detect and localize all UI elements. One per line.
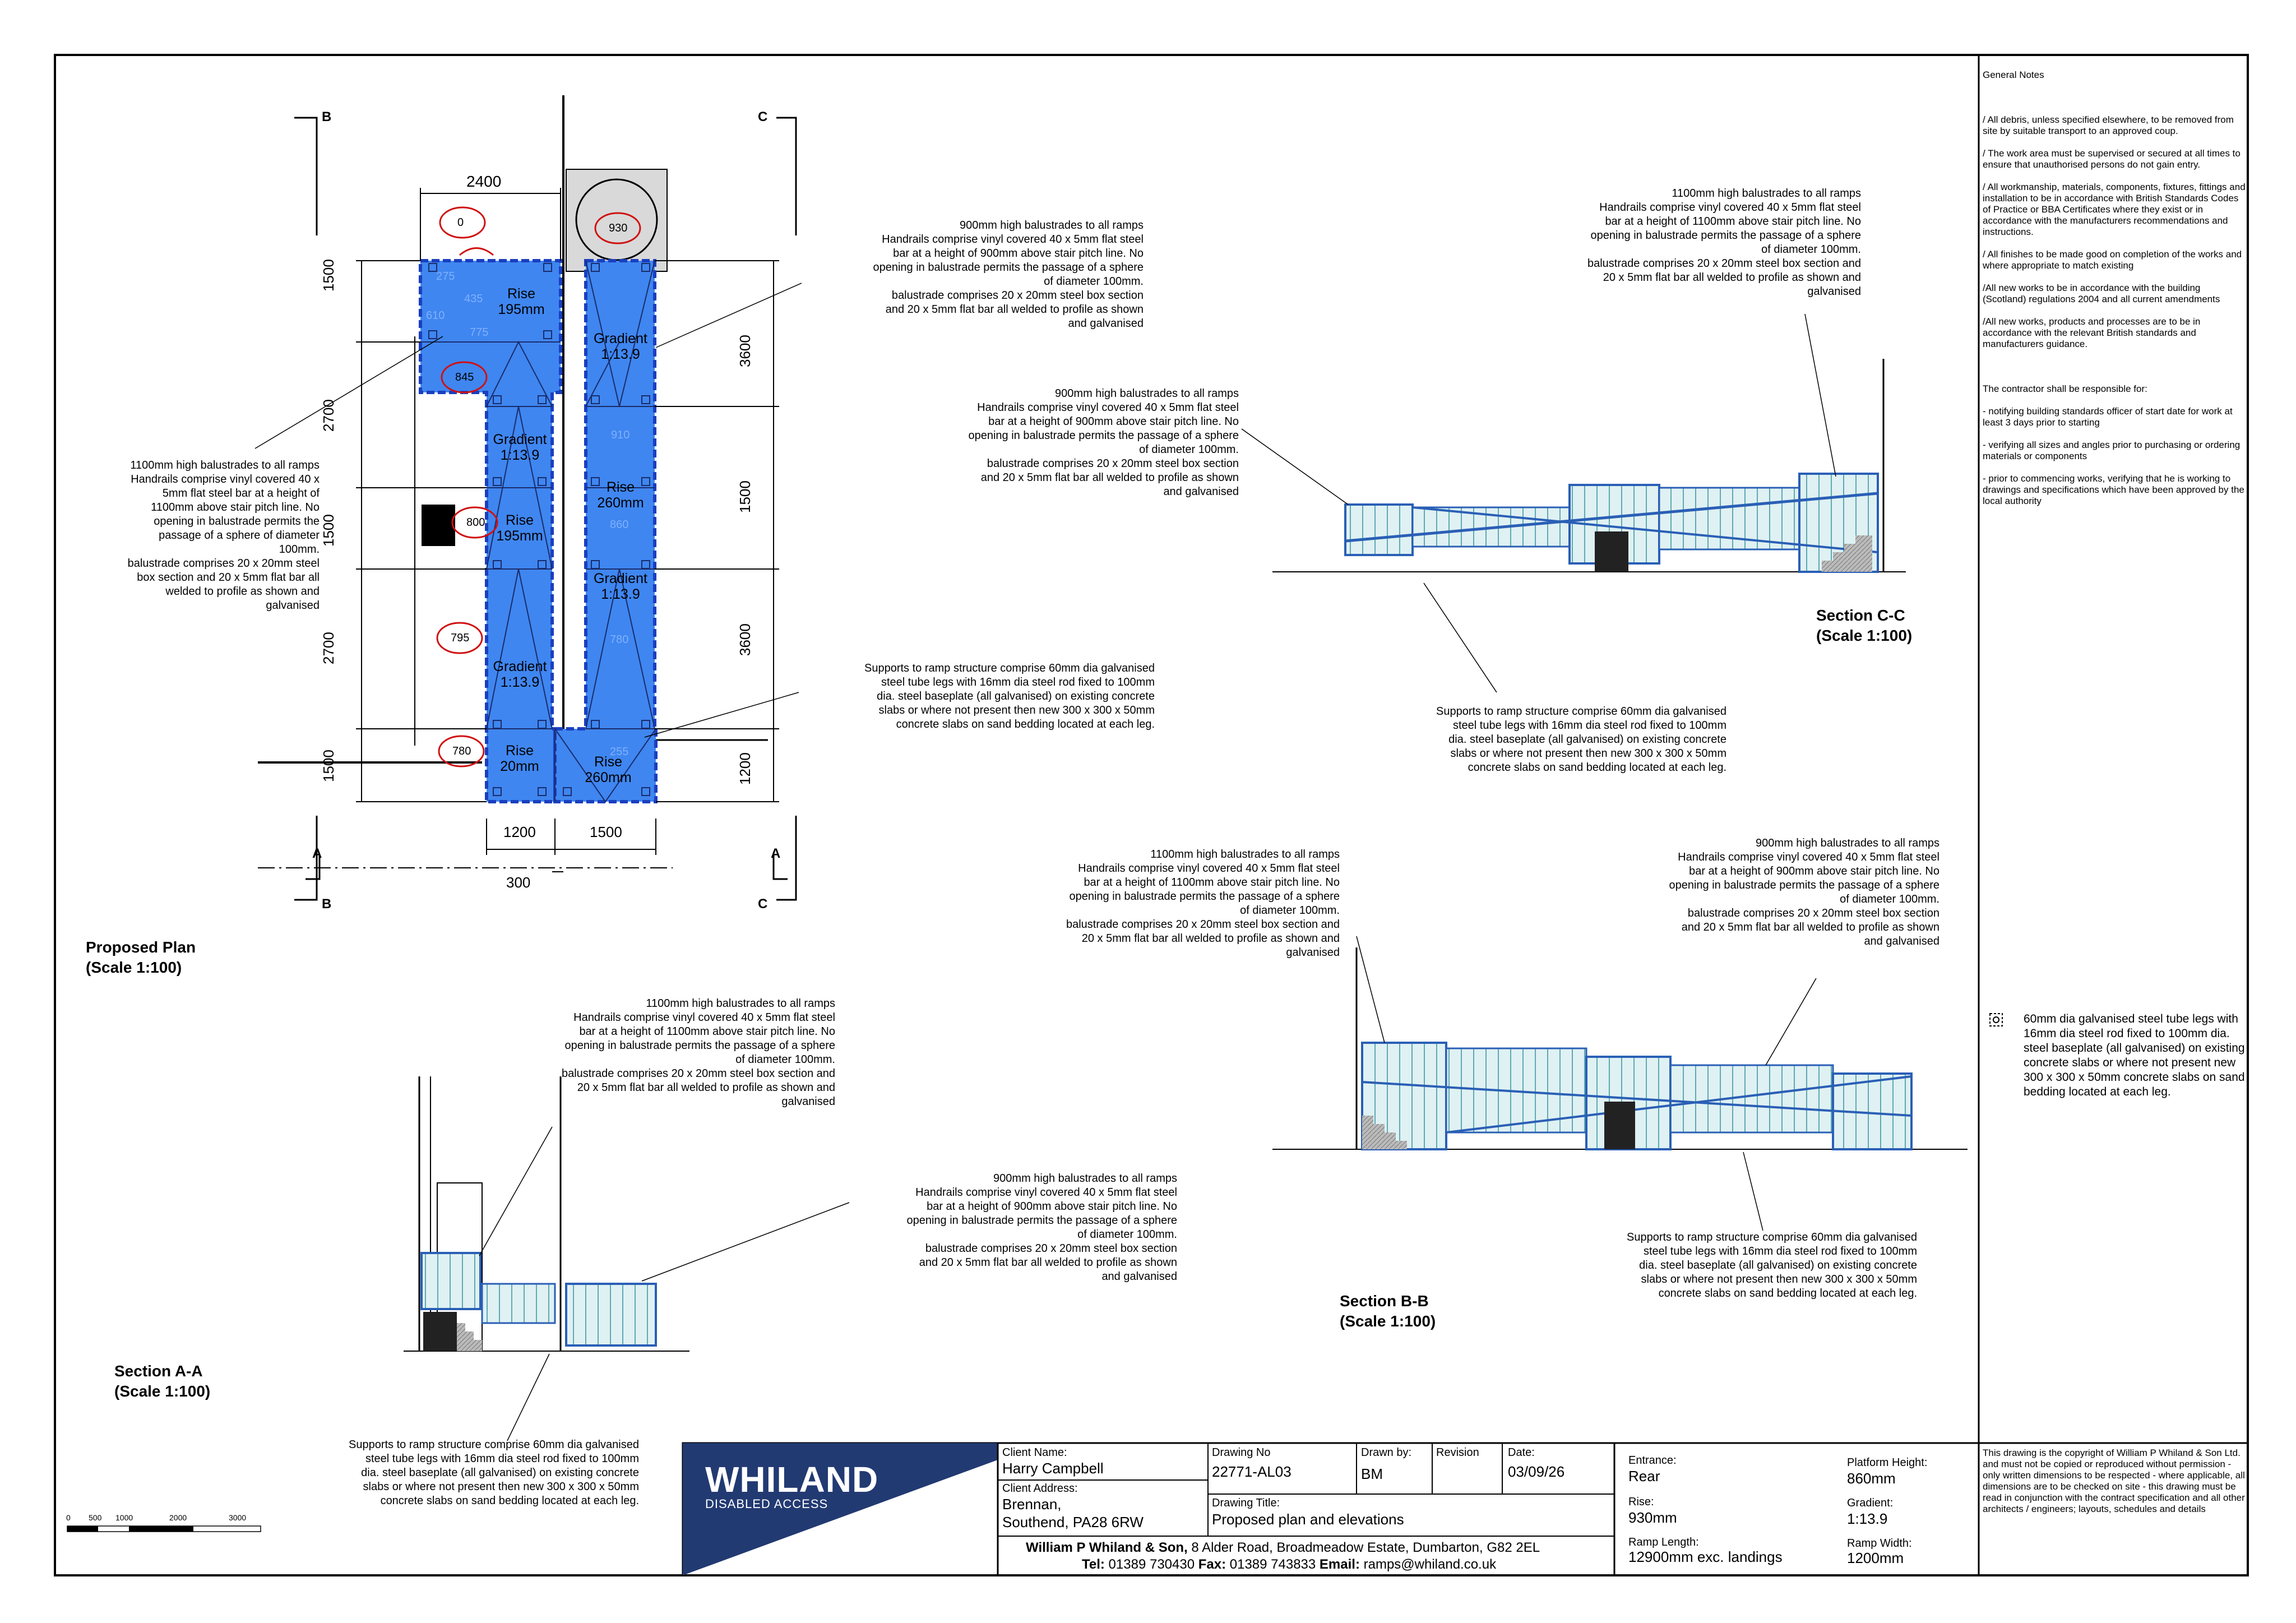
gradient-label: Gradient: [1847, 1497, 1894, 1509]
proposed-plan [258, 95, 796, 900]
dim-2700-a: 2700 [320, 399, 337, 432]
general-notes-heading: General Notes [1983, 70, 2044, 80]
label-gradient-left-1: Gradient 1:13.9 [493, 432, 547, 463]
dim-1200-h: 1200 [503, 824, 536, 840]
plan-title: Proposed Plan (Scale 1:100) [86, 938, 196, 976]
faint-level: 860 [610, 519, 629, 531]
legend-support-leg: 60mm dia galvanised steel tube legs with 16mm dia steel rod fixed to 100mm dia. steel baseplate (all galvanised) on existing concrete slabs or where not present new 300 x 300 x 50mm concrete slabs on sand bedding located at each leg. [2024, 1012, 2245, 1098]
whiland-logo: WHILAND DISABLED ACCESS [705, 1459, 879, 1511]
client-address-label: Client Address: [1002, 1482, 1078, 1495]
scale-tick: 1000 [115, 1513, 133, 1522]
level-795: 795 [451, 632, 470, 644]
label-rise-195-mid: Rise 195mm [496, 512, 543, 544]
dim-1500-d: 1500 [737, 480, 753, 513]
note-balustrade-1100-bb: 1100mm high balustrades to all ramps Handrails comprise vinyl covered 40 x 5mm flat steel bar at a height of 1100mm above stair pitch line. No opening in balustrade permits the passage of a sphere of diameter 100mm. balustrade comprises 20 x 20mm steel box section and 20 x 5mm flat bar all welded to profile as shown and galvanised [1066, 848, 1340, 959]
scale-tick: 3000 [229, 1513, 247, 1522]
note-balustrade-1100-plan: 1100mm high balustrades to all ramps Handrails comprise vinyl covered 40 x 5mm flat steel bar at a height of 1100mm above stair pitch line. No opening in balustrade permits the passage of a sphere of diameter 100mm. balustrade comprises 20 x 20mm steel box section and 20 x 5mm flat bar all welded to profile as shown and galvanised [127, 459, 320, 612]
company-contacts: Tel: 01389 730430 Fax: 01389 743833 Email: ramps@whiland.co.uk [1082, 1557, 1497, 1572]
level-800: 800 [466, 516, 485, 529]
note-supports-aa: Supports to ramp structure comprise 60mm dia galvanised steel tube legs with 16mm dia steel rod fixed to 100mm dia. steel baseplate (all galvanised) on existing concrete slabs or where not present then new 300 x 300 x 50mm concrete slabs on sand bedding located at each leg. [348, 1439, 639, 1507]
dim-1500-a: 1500 [320, 259, 337, 292]
client-address-line-1: Brennan, [1002, 1496, 1062, 1513]
contractor-heading: The contractor shall be responsible for: [1983, 383, 2147, 394]
date-label: Date: [1508, 1446, 1535, 1459]
drawing-no-label: Drawing No [1212, 1446, 1271, 1459]
client-name-label: Client Name: [1002, 1446, 1067, 1459]
general-note-item: / All finishes to be made good on completion of the works and where appropriate to match existing [1983, 249, 2242, 271]
dim-300: 300 [506, 874, 531, 891]
general-note-item: / All debris, unless specified elsewhere, to be removed from site by suitable transport to an approved coup. [1983, 114, 2234, 136]
entrance: Rear [1628, 1468, 1660, 1485]
dim-2400: 2400 [466, 173, 502, 190]
rise: 930mm [1628, 1509, 1677, 1526]
level-930: 930 [609, 222, 628, 234]
general-note-item: / The work area must be supervised or secured at all times to ensure that unauthorised persons do not gain entry. [1983, 148, 2241, 170]
section-bb [1272, 947, 1968, 1149]
faint-level: 275 [436, 270, 455, 283]
section-aa-title: Section A-A (Scale 1:100) [114, 1362, 211, 1400]
sheet-border [55, 55, 2248, 1575]
revision-label: Revision [1436, 1446, 1479, 1459]
section-aa [404, 1076, 689, 1351]
dim-1500-b: 1500 [320, 514, 337, 547]
contractor-item: - notifying building standards officer of start date for work at least 3 days prior to starting [1983, 406, 2233, 428]
note-balustrade-900-bb: 900mm high balustrades to all ramps Handrails comprise vinyl covered 40 x 5mm flat steel bar at a height of 900mm above stair pitch line. No opening in balustrade permits the passage of a sphere of diameter 100mm. balustrade comprises 20 x 20mm steel box section and 20 x 5mm flat bar all welded to profile as shown and galvanised [1669, 837, 1939, 947]
section-marker-a-right: A [771, 846, 781, 861]
level-845: 845 [455, 371, 474, 383]
note-balustrade-1100-aa: 1100mm high balustrades to all ramps Handrails comprise vinyl covered 40 x 5mm flat steel bar at a height of 1100mm above stair pitch line. No opening in balustrade permits the passage of a sphere of diameter 100mm. balustrade comprises 20 x 20mm steel box section and 20 x 5mm flat bar all welded to profile as shown and galvanised [561, 997, 835, 1108]
platform-height: 860mm [1847, 1470, 1896, 1487]
note-supports-bb: Supports to ramp structure comprise 60mm dia galvanised steel tube legs with 16mm dia steel rod fixed to 100mm dia. steel baseplate (all galvanised) on existing concrete slabs or where not present then new 300 x 300 x 50mm concrete slabs on sand bedding located at each leg. [1626, 1231, 1917, 1300]
general-notes [1983, 58, 2246, 518]
general-note-item: /All new works to be in accordance with the building (Scotland) regulations 2004 and all current amendments [1983, 283, 2220, 304]
company-address: William P Whiland & Son, 8 Alder Road, Broadmeadow Estate, Dumbarton, G82 2EL [1026, 1540, 1540, 1555]
dim-3600-a: 3600 [737, 335, 753, 367]
section-marker-a-left: A [312, 846, 322, 861]
section-bb-title: Section B-B (Scale 1:100) [1340, 1292, 1436, 1330]
rise-label: Rise: [1628, 1496, 1654, 1508]
dim-3600-b: 3600 [737, 623, 753, 656]
drawing-title-label: Drawing Title: [1212, 1497, 1280, 1509]
client-address-line-2: Southend, PA28 6RW [1002, 1514, 1144, 1530]
faint-level: 780 [610, 634, 629, 646]
faint-level: 610 [426, 309, 445, 322]
note-balustrade-900-plan: 900mm high balustrades to all ramps Handrails comprise vinyl covered 40 x 5mm flat steel bar at a height of 900mm above stair pitch line. No opening in balustrade permits the passage of a sphere of diameter 100mm. balustrade comprises 20 x 20mm steel box section and 20 x 5mm flat bar all welded to profile as shown and galvanised [873, 219, 1144, 330]
dim-1500-c: 1500 [320, 750, 337, 782]
label-rise-195-top: Rise 195mm [498, 286, 545, 317]
general-note-item: / All workmanship, materials, components, fixtures, fittings and installation to be in accordance with British Standards Codes of Practice or BBA Certificates where they exist or in accordance with the manufacturers recommendations and instructions. [1983, 182, 2246, 237]
ramp-length-label: Ramp Length: [1628, 1536, 1699, 1548]
scale-tick: 2000 [169, 1513, 187, 1522]
label-rise-260-mid: Rise 260mm [597, 479, 644, 511]
door-block [422, 505, 455, 546]
section-marker-b-bottom: B [322, 896, 332, 912]
section-marker-b-top: B [322, 109, 332, 124]
scale-tick: 500 [89, 1513, 102, 1522]
drawn-by-label: Drawn by: [1361, 1446, 1412, 1459]
label-rise-260-bottom: Rise 260mm [585, 754, 632, 785]
contractor-item: - prior to commencing works, verifying that he is working to drawings and specifications which have been approved by the local authority [1983, 473, 2244, 506]
scale-bar [67, 1526, 261, 1532]
section-marker-c-top: C [758, 109, 768, 124]
faint-level: 255 [610, 746, 629, 758]
drawing-no: 22771-AL03 [1212, 1463, 1292, 1480]
ramp-length: 12900mm exc. landings [1628, 1548, 1783, 1565]
platform-height-label: Platform Height: [1847, 1456, 1928, 1469]
faint-level: 910 [611, 429, 630, 441]
ramp-width: 1200mm [1847, 1550, 1904, 1566]
scale-tick: 0 [66, 1513, 71, 1522]
section-cc [1272, 359, 1906, 572]
client-name: Harry Campbell [1002, 1460, 1104, 1477]
note-balustrade-900-cc: 900mm high balustrades to all ramps Handrails comprise vinyl covered 40 x 5mm flat steel bar at a height of 900mm above stair pitch line. No opening in balustrade permits the passage of a sphere of diameter 100mm. balustrade comprises 20 x 20mm steel box section and 20 x 5mm flat bar all welded to profile as shown and galvanised [968, 387, 1239, 498]
level-0: 0 [457, 216, 464, 229]
entrance-label: Entrance: [1628, 1454, 1677, 1467]
section-marker-c-bottom: C [758, 896, 768, 912]
gradient: 1:13.9 [1847, 1510, 1888, 1527]
dim-1200-v: 1200 [737, 752, 753, 785]
section-cc-title: Section C-C (Scale 1:100) [1816, 607, 1913, 644]
copyright-notice: This drawing is the copyright of William P Whiland & Son Ltd. and must not be copied or reproduced without permission - only written dimensions to be respected - where applicable, all dimensions are to be checked on site - this drawing must be read in conjunction with the contract specification and all other architects / engineers; layouts, schedules and details [1983, 1448, 2245, 1514]
label-gradient-right-2: Gradient 1:13.9 [594, 571, 647, 602]
faint-level: 775 [470, 326, 489, 339]
ramp-width-label: Ramp Width: [1847, 1537, 1912, 1550]
date: 03/09/26 [1508, 1463, 1565, 1480]
faint-level: 435 [464, 293, 483, 305]
note-supports-cc: Supports to ramp structure comprise 60mm dia galvanised steel tube legs with 16mm dia steel rod fixed to 100mm dia. steel baseplate (all galvanised) on existing concrete slabs or where not present then new 300 x 300 x 50mm concrete slabs on sand bedding located at each leg. [1436, 705, 1726, 774]
dim-2700-b: 2700 [320, 632, 337, 664]
note-balustrade-1100-cc: 1100mm high balustrades to all ramps Handrails comprise vinyl covered 40 x 5mm flat steel bar at a height of 1100mm above stair pitch line. No opening in balustrade permits the passage of a sphere of diameter 100mm. balustrade comprises 20 x 20mm steel box section and 20 x 5mm flat bar all welded to profile as shown and galvanised [1587, 187, 1861, 298]
note-supports-plan: Supports to ramp structure comprise 60mm dia galvanised steel tube legs with 16mm dia steel rod fixed to 100mm dia. steel baseplate (all galvanised) on existing concrete slabs or where not present then new 300 x 300 x 50mm concrete slabs on sand bedding located at each leg. [864, 662, 1155, 730]
label-gradient-left-2: Gradient 1:13.9 [493, 659, 547, 690]
contractor-item: - verifying all sizes and angles prior to purchasing or ordering materials or components [1983, 440, 2241, 461]
drawn-by: BM [1361, 1465, 1383, 1482]
note-balustrade-900-aa: 900mm high balustrades to all ramps Handrails comprise vinyl covered 40 x 5mm flat steel bar at a height of 900mm above stair pitch line. No opening in balustrade permits the passage of a sphere of diameter 100mm. balustrade comprises 20 x 20mm steel box section and 20 x 5mm flat bar all welded to profile as shown and galvanised [906, 1172, 1177, 1283]
label-gradient-right-1: Gradient 1:13.9 [594, 331, 647, 362]
support-leg-icon [1990, 1014, 2002, 1026]
dim-1500-h: 1500 [590, 824, 622, 840]
drawing-title: Proposed plan and elevations [1212, 1511, 1404, 1528]
level-780: 780 [452, 745, 471, 757]
label-rise-20: Rise 20mm [500, 743, 539, 774]
general-note-item: /All new works, products and processes are to be in accordance with the relevant British standards and manufacturers guidance. [1983, 316, 2201, 349]
